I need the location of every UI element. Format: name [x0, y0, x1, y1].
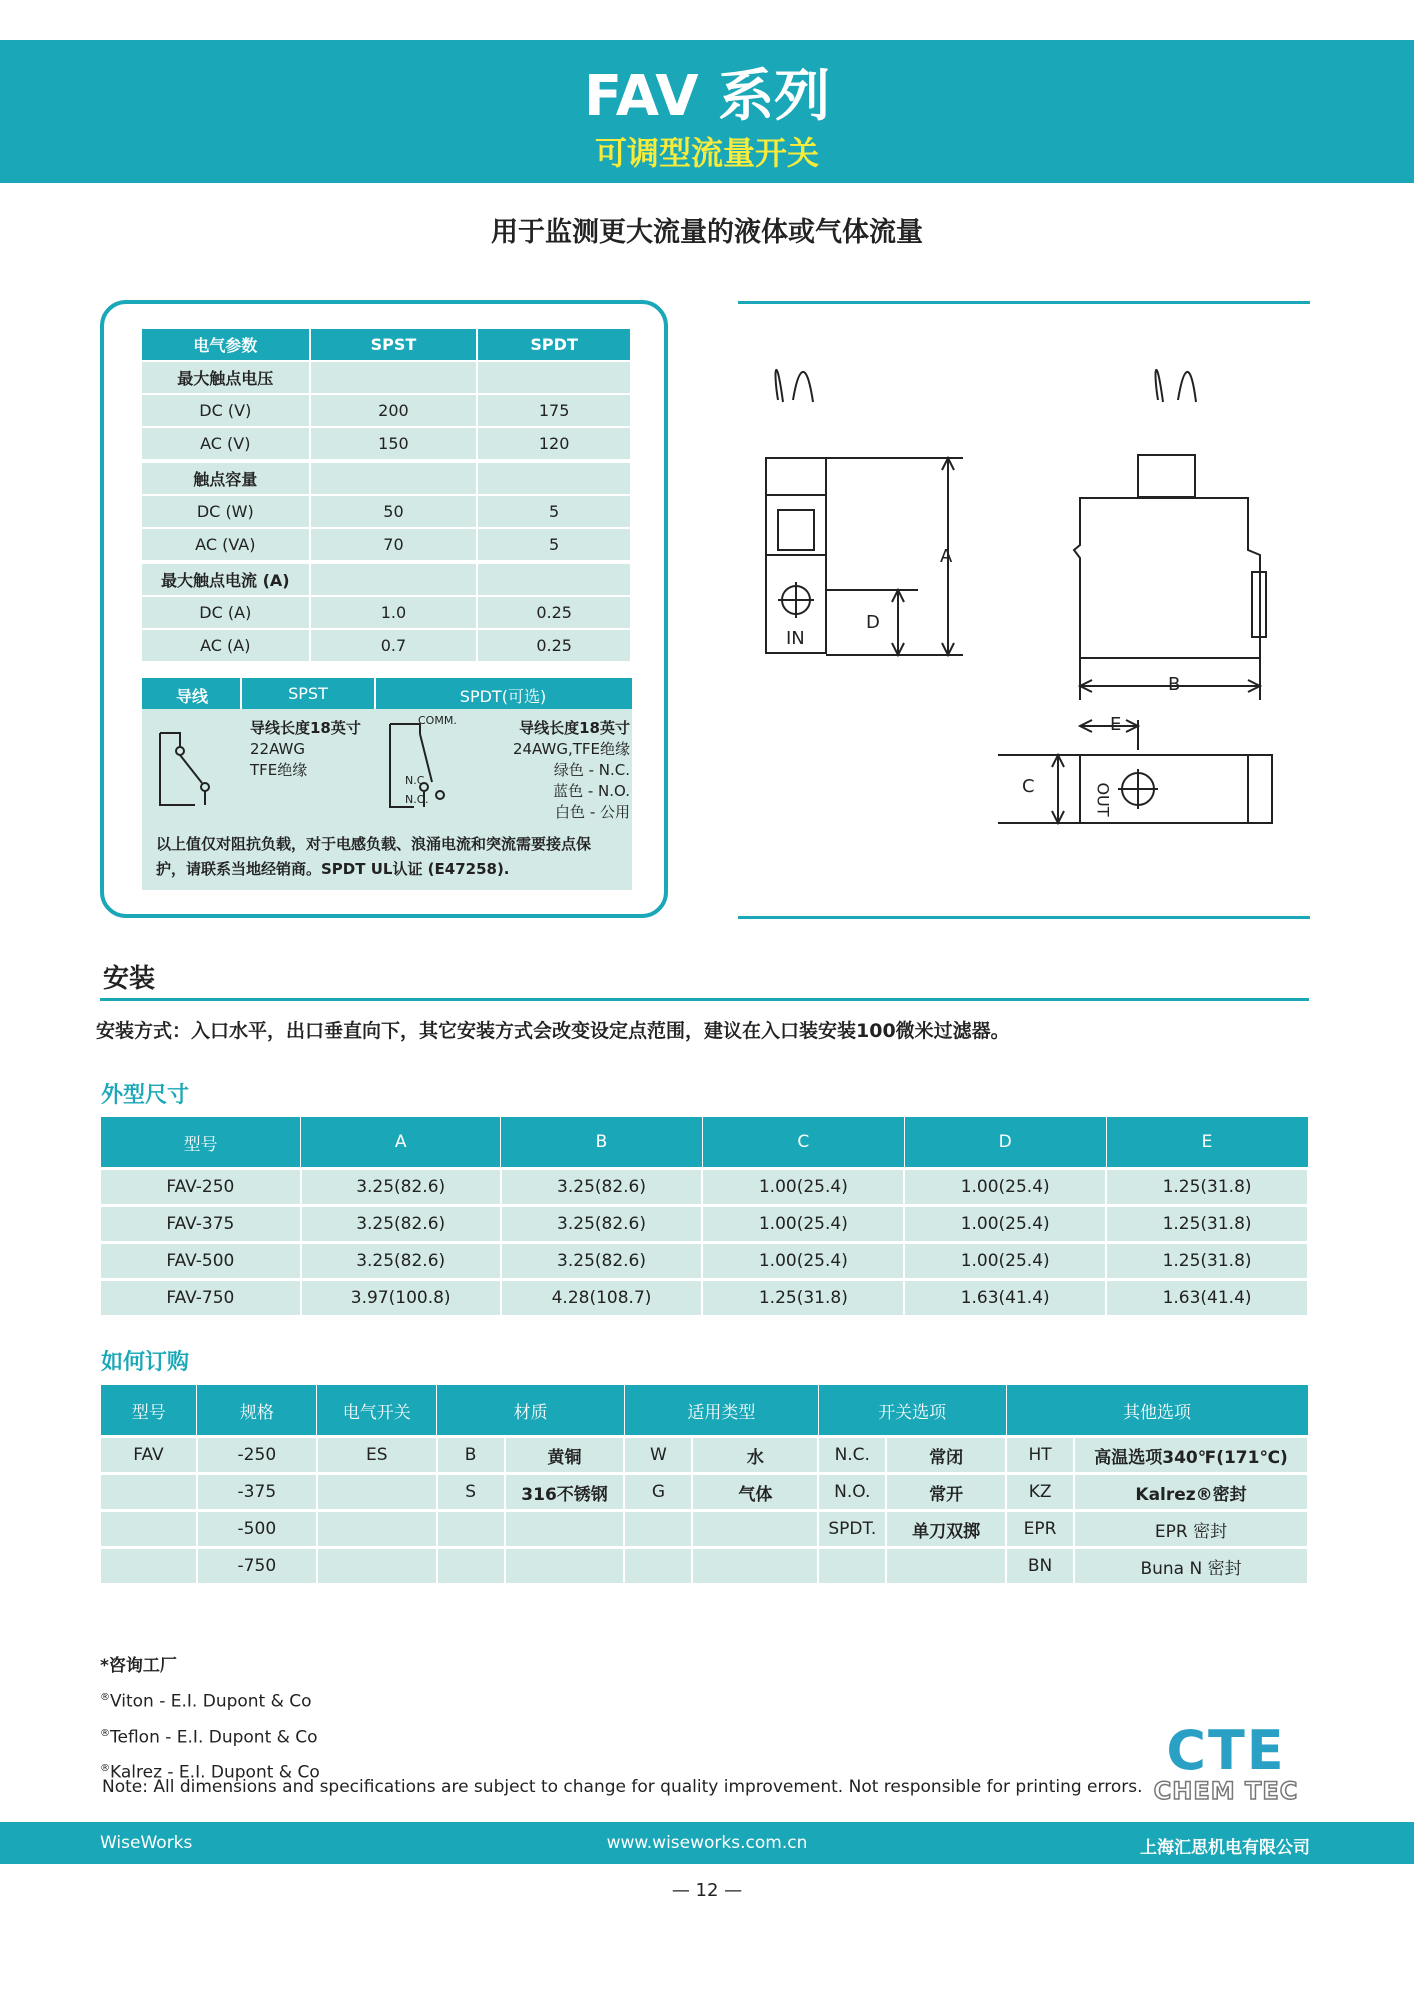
row-label: AC (A)	[142, 629, 310, 662]
row-label: DC (V)	[142, 394, 310, 427]
col-header: B	[501, 1117, 703, 1169]
col-header: SPST	[310, 329, 478, 361]
col-header: E	[1106, 1117, 1308, 1169]
footer-company: 上海汇思机电有限公司	[1140, 1838, 1310, 1858]
col-header: SPST	[288, 684, 328, 703]
table-row: -750 BN Buna N 密封	[101, 1548, 1308, 1584]
disclaimer-note: Note: All dimensions and specifications are subject to change for quality improvement. Not responsible for printing errors.	[102, 1777, 1143, 1797]
no-label: N.O.	[405, 793, 429, 806]
drawing-bottom-rule	[738, 916, 1310, 919]
col-header: 电气参数	[142, 329, 310, 361]
page-number: — 12 —	[671, 1880, 743, 1901]
row-label: AC (V)	[142, 427, 310, 461]
cte-logo: CTE CHEM TEC	[1153, 1719, 1299, 1805]
dim-label-e: E	[1110, 714, 1122, 735]
page-subtitle: 可调型流量开关	[594, 134, 819, 172]
dimensions-title: 外型尺寸	[101, 1083, 190, 1108]
col-header: 型号	[101, 1385, 197, 1437]
install-text: 安装方式：入口水平，出口垂直向下，其它安装方式会改变设定点范围，建议在入口装安装100微米过滤器。	[96, 1020, 1010, 1042]
col-header: 材质	[437, 1385, 625, 1437]
footer-website-link[interactable]: www.wiseworks.com.cn	[606, 1833, 808, 1853]
order-table	[101, 1385, 1309, 1583]
col-header: A	[301, 1117, 501, 1169]
footer-notes	[100, 1650, 320, 1789]
col-header: D	[904, 1117, 1106, 1169]
cell: 1.0	[310, 596, 478, 629]
table-row: FAV-750 3.97(100.8) 4.28(108.7) 1.25(31.8) 1.63(41.4) 1.63(41.4)	[101, 1280, 1308, 1316]
trademark-item: ®Teflon - E.I. Dupont & Co	[100, 1727, 318, 1748]
drawing-top-rule	[738, 301, 1310, 304]
table-row: FAV-375 3.25(82.6) 3.25(82.6) 1.00(25.4) 1.00(25.4) 1.25(31.8)	[101, 1206, 1308, 1243]
spst-switch-symbol-icon	[150, 715, 240, 815]
col-header: 开关选项	[818, 1385, 1006, 1437]
row-label: DC (W)	[142, 495, 310, 528]
cell: 50	[310, 495, 478, 528]
spdt-switch-symbol-icon	[380, 712, 480, 817]
dim-label-a: A	[940, 546, 953, 567]
trademark-item: ®Kalrez - E.I. Dupont & Co	[100, 1762, 320, 1783]
col-header: 规格	[197, 1385, 317, 1437]
cell: 0.7	[310, 629, 478, 662]
cell: 150	[310, 427, 478, 461]
col-header: 型号	[101, 1117, 301, 1169]
row-label: AC (VA)	[142, 528, 310, 562]
comm-label: COMM.	[418, 714, 457, 727]
col-header: SPDT	[477, 329, 631, 361]
group-title: 最大触点电流 (A)	[142, 562, 310, 596]
table-row: FAV -250 ES B 黄铜 W 水 N.C. 常闭 HT 高温选项340℉(171℃)	[101, 1437, 1308, 1474]
table-row: FAV-500 3.25(82.6) 3.25(82.6) 1.00(25.4) 1.00(25.4) 1.25(31.8)	[101, 1243, 1308, 1280]
cell: 5	[477, 528, 631, 562]
col-header: 适用类型	[624, 1385, 818, 1437]
trademark-item: ®Viton - E.I. Dupont & Co	[100, 1691, 312, 1712]
install-title: 安装	[103, 964, 156, 994]
cell: 5	[477, 495, 631, 528]
group-title: 触点容量	[142, 461, 310, 495]
table-row: FAV-250 3.25(82.6) 3.25(82.6) 1.00(25.4) 1.00(25.4) 1.25(31.8)	[101, 1169, 1308, 1206]
col-header: SPDT(可选)	[459, 687, 547, 706]
footer-bar	[0, 1822, 1414, 1864]
spdt-wire-spec: 导线长度18英寸 24AWG,TFE绝缘 绿色 - N.C. 蓝色 - N.O. 白色 - 公用	[512, 719, 630, 821]
table-row: -500 SPDT. 单刀双掷 EPR EPR 密封	[101, 1511, 1308, 1548]
spst-wire-spec: 导线长度18英寸 22AWG TFE绝缘	[250, 719, 361, 779]
cell: 0.25	[477, 596, 631, 629]
page-title: FAV 系列	[583, 64, 831, 129]
consult-note: *咨询工厂	[100, 1656, 177, 1676]
dimension-drawing	[738, 310, 1310, 910]
dimensions-table	[101, 1117, 1309, 1315]
inlet-label: IN	[786, 628, 805, 649]
col-header: C	[702, 1117, 904, 1169]
cell: 0.25	[477, 629, 631, 662]
wire-header	[142, 678, 632, 709]
outlet-label: OUT	[1093, 782, 1113, 817]
electrical-table	[142, 329, 632, 663]
footer-brand: WiseWorks	[100, 1833, 193, 1853]
electrical-note: 以上值仅对阻抗负载，对于电感负载、浪涌电流和突流需要接点保护，请联系当地经销商。SPDT UL认证 (E47258).	[156, 835, 592, 878]
order-title: 如何订购	[101, 1350, 190, 1375]
col-header: 电气开关	[317, 1385, 437, 1437]
cell: 70	[310, 528, 478, 562]
col-header: 其他选项	[1006, 1385, 1308, 1437]
tagline: 用于监测更大流量的液体或气体流量	[491, 217, 923, 248]
dim-label-d: D	[866, 612, 880, 633]
table-row: -375 S 316不锈钢 G 气体 N.O. 常开 KZ Kalrez®密封	[101, 1474, 1308, 1511]
cell: 175	[477, 394, 631, 427]
cell: 200	[310, 394, 478, 427]
row-label: DC (A)	[142, 596, 310, 629]
group-title: 最大触点电压	[142, 361, 310, 394]
dim-label-c: C	[1022, 776, 1035, 797]
cell: 120	[477, 427, 631, 461]
dim-label-b: B	[1168, 674, 1181, 695]
nc-label: N.C.	[405, 774, 428, 787]
col-header: 导线	[175, 687, 208, 706]
install-rule	[100, 998, 1309, 1001]
